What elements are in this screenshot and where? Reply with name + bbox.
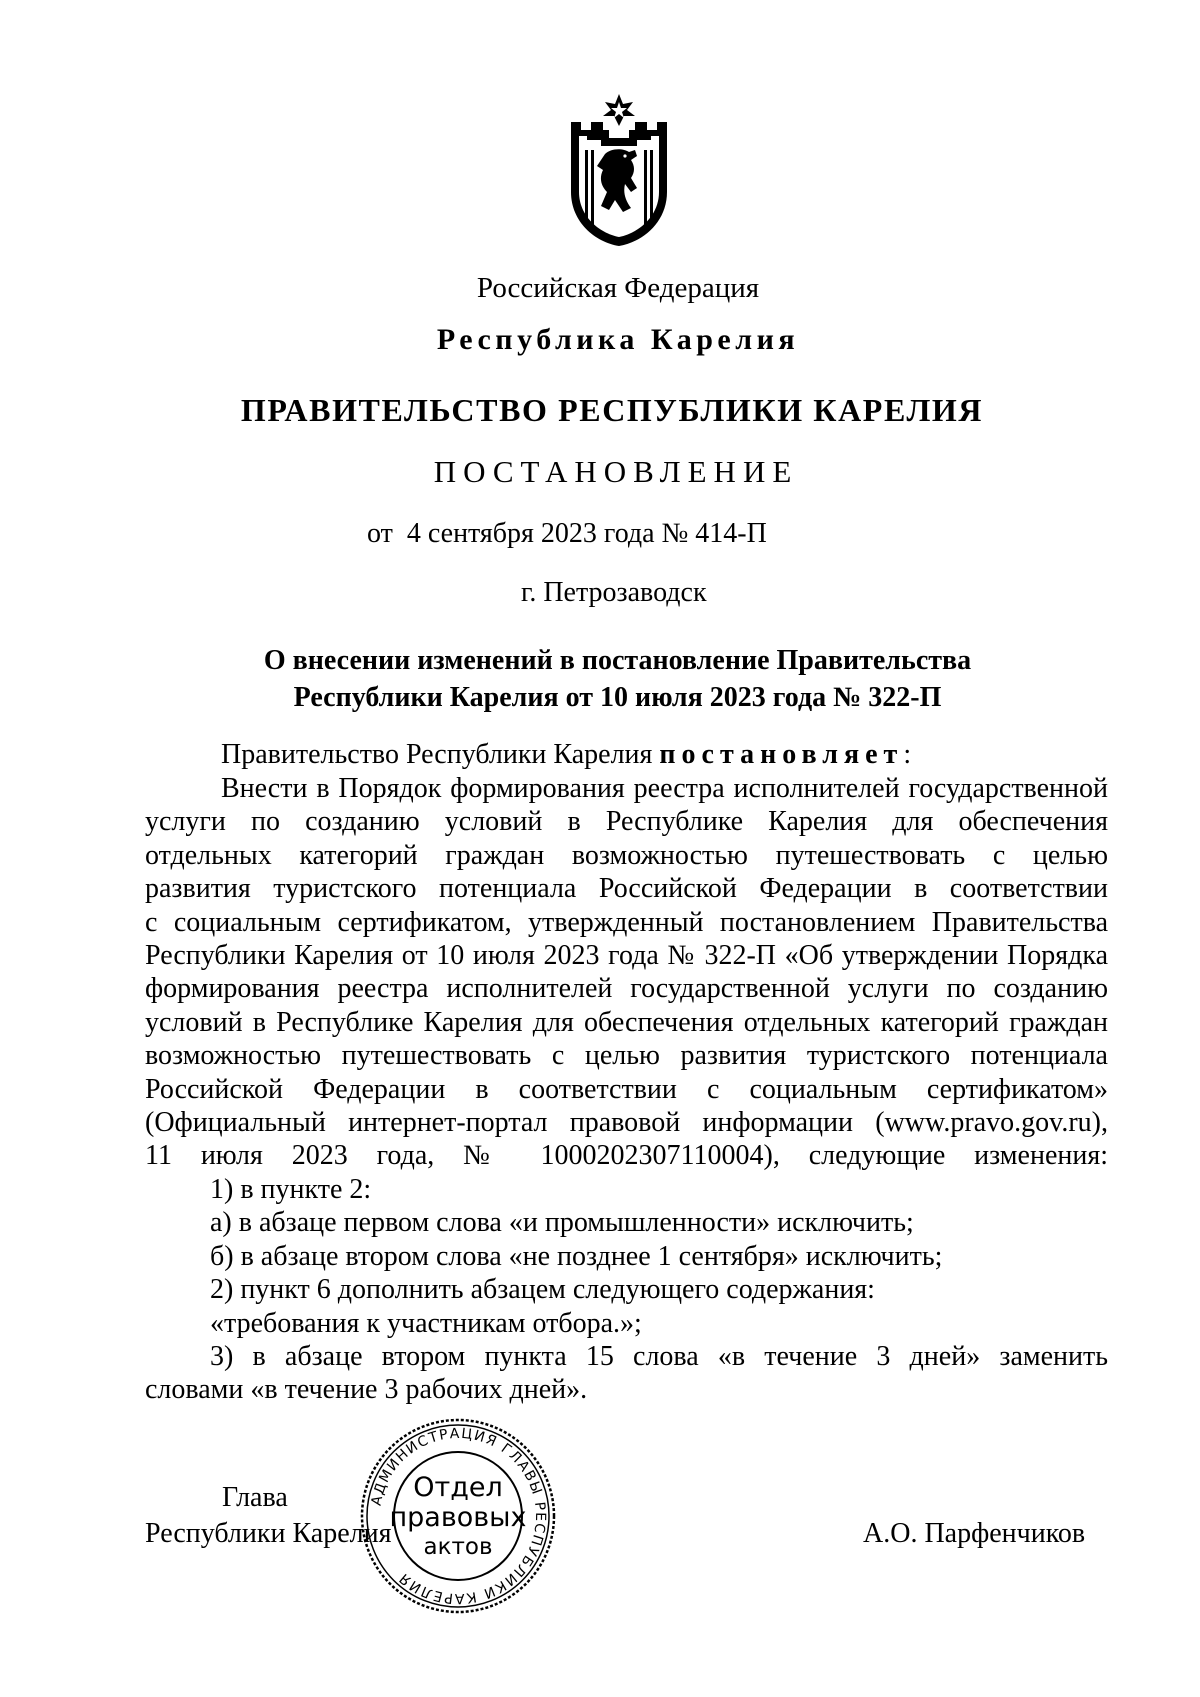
main-line: 11 июля 2023 года, № 1000202307110004), следующие изменения: bbox=[145, 1140, 1108, 1172]
main-line: Республики Карелия от 10 июля 2023 года № 322-П «Об утверждении Порядка bbox=[145, 940, 1108, 972]
amendment-list bbox=[145, 1173, 1108, 1407]
signatory-name: А.О. Парфенчиков bbox=[863, 1518, 1086, 1549]
stamp-center-line-2: правовых bbox=[389, 1502, 527, 1533]
stamp-center-line-3: актов bbox=[423, 1534, 493, 1560]
intro-prefix: Правительство Республики Карелия bbox=[221, 739, 660, 770]
document-city: г. Петрозаводск bbox=[521, 577, 707, 608]
amendment-item-continuation: словами «в течение 3 рабочих дней». bbox=[145, 1374, 588, 1406]
subject-line-1: О внесении изменений в постановление Правительства bbox=[263, 645, 972, 676]
main-line: услуги по созданию условий в Республике Карелия для обеспечения bbox=[145, 806, 1108, 838]
document-type: ПОСТАНОВЛЕНИЕ bbox=[433, 454, 799, 489]
main-line: Российской Федерации в соответствии с социальным сертификатом» bbox=[145, 1073, 1108, 1105]
subject-line-2: Республики Карелия от 10 июля 2023 года № 322-П bbox=[293, 682, 942, 713]
amendment-item: 1) в пункте 2: bbox=[210, 1174, 372, 1205]
intro-decree-word: постановляет bbox=[659, 739, 904, 770]
amendment-item: б) в абзаце втором слова «не позднее 1 сентября» исключить; bbox=[210, 1240, 943, 1272]
signatory-title-line-1: Глава bbox=[222, 1482, 288, 1513]
main-line: развития туристского потенциала Российской Федерации в соответствии bbox=[145, 873, 1108, 905]
government-name: ПРАВИТЕЛЬСТВО РЕСПУБЛИКИ КАРЕЛИЯ bbox=[240, 392, 984, 428]
country-name: Российская Федерация bbox=[476, 272, 760, 304]
intro-paragraph bbox=[145, 738, 1108, 771]
main-line: формирования реестра исполнителей государственной услуги по созданию bbox=[145, 973, 1108, 1005]
stamp-center-line-1: Отдел bbox=[413, 1472, 503, 1503]
republic-name: Республика Карелия bbox=[436, 323, 800, 356]
amendment-item: а) в абзаце первом слова «и промышленности» исключить; bbox=[210, 1207, 914, 1239]
main-paragraph bbox=[145, 772, 1108, 1173]
main-line: возможностью путешествовать с целью развития туристского потенциала bbox=[145, 1040, 1108, 1072]
amendment-item: 2) пункт 6 дополнить абзацем следующего содержания: bbox=[210, 1274, 875, 1306]
main-line: условий в Республике Карелия для обеспечения отдельных категорий граждан bbox=[145, 1006, 1108, 1038]
main-line: (Официальный интернет-портал правовой информации (www.pravo.gov.ru), bbox=[145, 1107, 1108, 1139]
karelia-coat-of-arms-icon bbox=[565, 92, 673, 248]
intro-line bbox=[145, 738, 1108, 771]
intro-suffix: : bbox=[903, 739, 912, 770]
stamp-ring-text: АДМИНИСТРАЦИЯ ГЛАВЫ РЕСПУБЛИКИ КАРЕЛИЯ bbox=[368, 1425, 549, 1607]
main-line: с социальным сертификатом, утвержденный постановлением Правительства bbox=[145, 906, 1108, 938]
amendment-item: «требования к участникам отбора.»; bbox=[210, 1307, 642, 1339]
official-stamp bbox=[358, 1416, 558, 1616]
document-date-number: от 4 сентября 2023 года № 414-П bbox=[367, 518, 767, 549]
main-line: отдельных категорий граждан возможностью путешествовать с целью bbox=[145, 839, 1108, 871]
main-line: Внести в Порядок формирования реестра исполнителей государственной bbox=[221, 773, 1108, 804]
amendment-item: 3) в абзаце втором пункта 15 слова «в течение 3 дней» заменить bbox=[210, 1341, 1108, 1373]
signatory-title-line-2: Республики Карелия bbox=[145, 1518, 392, 1549]
